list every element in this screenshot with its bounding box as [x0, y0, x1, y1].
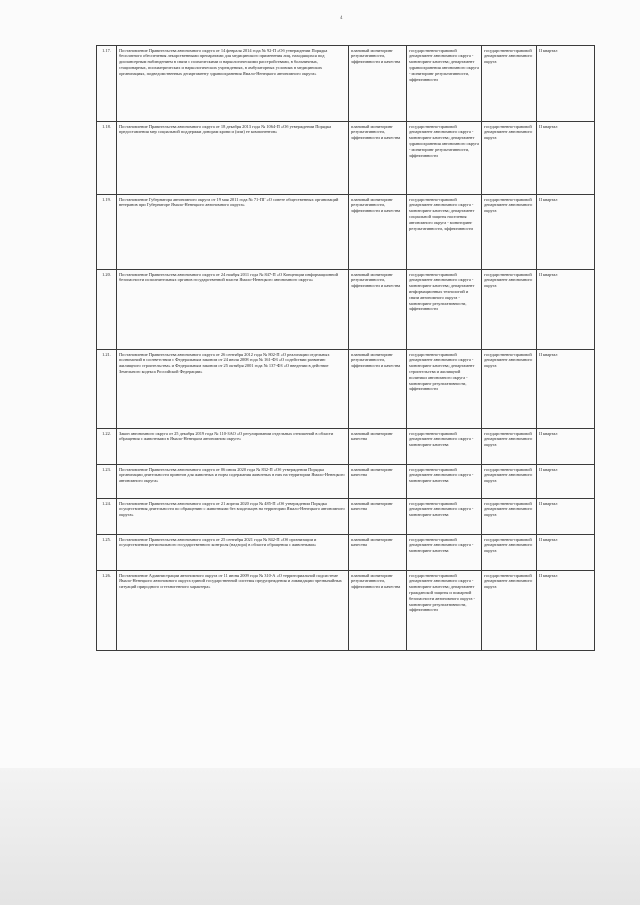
executor-cell: государственно-правовой департамент автономного округа — [482, 195, 537, 270]
scan-bottom-shade — [0, 768, 640, 905]
executor-cell: государственно-правовой департамент автономного округа — [482, 571, 537, 651]
table-row — [97, 535, 595, 571]
responsible-department-cell: государственно-правовой департамент автономного округа - мониторинг качества — [407, 499, 482, 535]
executor-cell: государственно-правовой департамент автономного округа — [482, 350, 537, 429]
responsible-department-cell: государственно-правовой департамент автономного округа - мониторинг качества; департамент гражданской защиты и пожарной безопасности автономного округа - мониторинг результативности, эффективности — [407, 571, 482, 651]
table-row — [97, 46, 595, 122]
table-row — [97, 429, 595, 465]
executor-cell: государственно-правовой департамент автономного округа — [482, 429, 537, 465]
legal-act-cell: Постановление Правительства автономного округа от 14 февраля 2014 года № 92-П «Об утверждении Порядка бесплатного обеспечения лекарственными препаратами для медицинского применения лиц, находящихся под диспансерным наблюдением в связи с психическими и наркологическими расстройствами, в больничных, стационарных, психиатрических и наркологических учреждениях, в амбулаторных условиях в медицинских организациях, подведомственных департаменту здравоохранения Ямало-Ненецкого автономного округа» — [117, 46, 349, 122]
responsible-department-cell: государственно-правовой департамент автономного округа - мониторинг качества — [407, 535, 482, 571]
legal-act-cell: Постановление Правительства автономного округа от 26 сентября 2012 года № 802-П «О реализации отдельных полномочий в соответствии с Федеральным законом от 24 июля 2008 года № 161-ФЗ «О содействии развитию жилищного строительства» и Федеральным законом от 25 октября 2001 года № 137-ФЗ «О введении в действие Земельного кодекса Российской Федерации» — [117, 350, 349, 429]
executor-cell: государственно-правовой департамент автономного округа — [482, 270, 537, 350]
deadline-cell: II квартал — [537, 465, 595, 499]
table-row — [97, 195, 595, 270]
item-number-cell: 1.18. — [97, 122, 117, 195]
monitoring-type-cell: плановый мониторинг результативности, эффективности и качества — [349, 571, 407, 651]
legal-act-cell: Закон автономного округа от 25 декабря 2019 года № 110-ЗАО «О регулировании отдельных отношений в области обращения с животными в Ямало-Ненецком автономном округе» — [117, 429, 349, 465]
item-number-cell: 1.20. — [97, 270, 117, 350]
monitoring-type-cell: плановый мониторинг результативности, эффективности и качества — [349, 46, 407, 122]
monitoring-type-cell: плановый мониторинг результативности, эффективности и качества — [349, 270, 407, 350]
item-number-cell: 1.22. — [97, 429, 117, 465]
item-number-cell: 1.24. — [97, 499, 117, 535]
item-number-cell: 1.17. — [97, 46, 117, 122]
responsible-department-cell: государственно-правовой департамент автономного округа - мониторинг качества; департамент информационных технологий и связи автономного округа - мониторинг результативности, эффективности — [407, 270, 482, 350]
monitoring-type-cell: плановый мониторинг качества — [349, 429, 407, 465]
table-row — [97, 350, 595, 429]
table-body — [97, 46, 595, 651]
responsible-department-cell: государственно-правовой департамент автономного округа - мониторинг качества; департамент социальной защиты населения автономного округа - мониторинг результативности, эффективности — [407, 195, 482, 270]
page-number: 4 — [340, 16, 343, 21]
deadline-cell: II квартал — [537, 571, 595, 651]
responsible-department-cell: государственно-правовой департамент автономного округа - мониторинг качества — [407, 429, 482, 465]
responsible-department-cell: государственно-правовой департамент автономного округа - мониторинг качества — [407, 465, 482, 499]
item-number-cell: 1.25. — [97, 535, 117, 571]
monitoring-plan-table — [96, 45, 595, 651]
executor-cell: государственно-правовой департамент автономного округа — [482, 465, 537, 499]
item-number-cell: 1.23. — [97, 465, 117, 499]
table-row — [97, 465, 595, 499]
legal-act-cell: Постановление Правительства автономного округа от 25 сентября 2021 года № 842-П «Об организации и осуществлении регионального государственного контроля (надзора) в области обращения с животными» — [117, 535, 349, 571]
deadline-cell: II квартал — [537, 270, 595, 350]
responsible-department-cell: государственно-правовой департамент автономного округа - мониторинг качества; департамент строительства и жилищной политики автономного округа - мониторинг результативности, эффективности — [407, 350, 482, 429]
monitoring-type-cell: плановый мониторинг качества — [349, 535, 407, 571]
deadline-cell: II квартал — [537, 535, 595, 571]
table-row — [97, 270, 595, 350]
legal-act-cell: Постановление Администрации автономного округа от 11 июня 2009 года № 310-А «О территориальной подсистеме Ямало-Ненецкого автономного округа единой государственной системы предупреждения и ликвидации чрезвычайных ситуаций природного и техногенного характера» — [117, 571, 349, 651]
executor-cell: государственно-правовой департамент автономного округа — [482, 46, 537, 122]
table-row — [97, 122, 595, 195]
monitoring-type-cell: плановый мониторинг результативности, эффективности и качества — [349, 350, 407, 429]
executor-cell: государственно-правовой департамент автономного округа — [482, 535, 537, 571]
legal-act-cell: Постановление Правительства автономного округа от 06 июля 2020 года № 832-П «Об утверждении Порядка организации деятельности приютов для животных и норм содержания животных в них на территории Ямало-Ненецкого автономного округа» — [117, 465, 349, 499]
monitoring-type-cell: плановый мониторинг качества — [349, 465, 407, 499]
item-number-cell: 1.26. — [97, 571, 117, 651]
deadline-cell: II квартал — [537, 350, 595, 429]
legal-act-cell: Постановление Правительства автономного округа от 21 апреля 2020 года № 485-П «Об утверждении Порядка осуществления деятельности по обращению с животными без владельцев на территории Ямало-Ненецкого автономного округа» — [117, 499, 349, 535]
deadline-cell: II квартал — [537, 195, 595, 270]
executor-cell: государственно-правовой департамент автономного округа — [482, 499, 537, 535]
deadline-cell: II квартал — [537, 122, 595, 195]
legal-act-cell: Постановление Губернатора автономного округа от 19 мая 2011 года № 71-ПГ «О совете общественных организаций ветеранов при Губернаторе Ямало-Ненецкого автономного округа» — [117, 195, 349, 270]
monitoring-type-cell: плановый мониторинг качества — [349, 499, 407, 535]
responsible-department-cell: государственно-правовой департамент автономного округа - мониторинг качества; департамент здравоохранения автономного округа - мониторинг результативности, эффективности — [407, 122, 482, 195]
monitoring-type-cell: плановый мониторинг результативности, эффективности и качества — [349, 195, 407, 270]
table-row — [97, 499, 595, 535]
executor-cell: государственно-правовой департамент автономного округа — [482, 122, 537, 195]
item-number-cell: 1.19. — [97, 195, 117, 270]
table-row — [97, 571, 595, 651]
responsible-department-cell: государственно-правовой департамент автономного округа - мониторинг качества; департамент здравоохранения автономного округа - мониторинг результативности, эффективности — [407, 46, 482, 122]
deadline-cell: II квартал — [537, 499, 595, 535]
monitoring-type-cell: плановый мониторинг результативности, эффективности и качества — [349, 122, 407, 195]
deadline-cell: II квартал — [537, 429, 595, 465]
deadline-cell: II квартал — [537, 46, 595, 122]
legal-act-cell: Постановление Правительства автономного округа от 18 декабря 2013 года № 1064-П «Об утверждении Порядка предоставления мер социальной поддержки донорам крови и (или) ее компонентов» — [117, 122, 349, 195]
item-number-cell: 1.21. — [97, 350, 117, 429]
legal-act-cell: Постановление Правительства автономного округа от 24 ноября 2011 года № 847-П «О Концепции информационной безопасности исполнительных органов государственной власти Ямало-Ненецкого автономного округа» — [117, 270, 349, 350]
